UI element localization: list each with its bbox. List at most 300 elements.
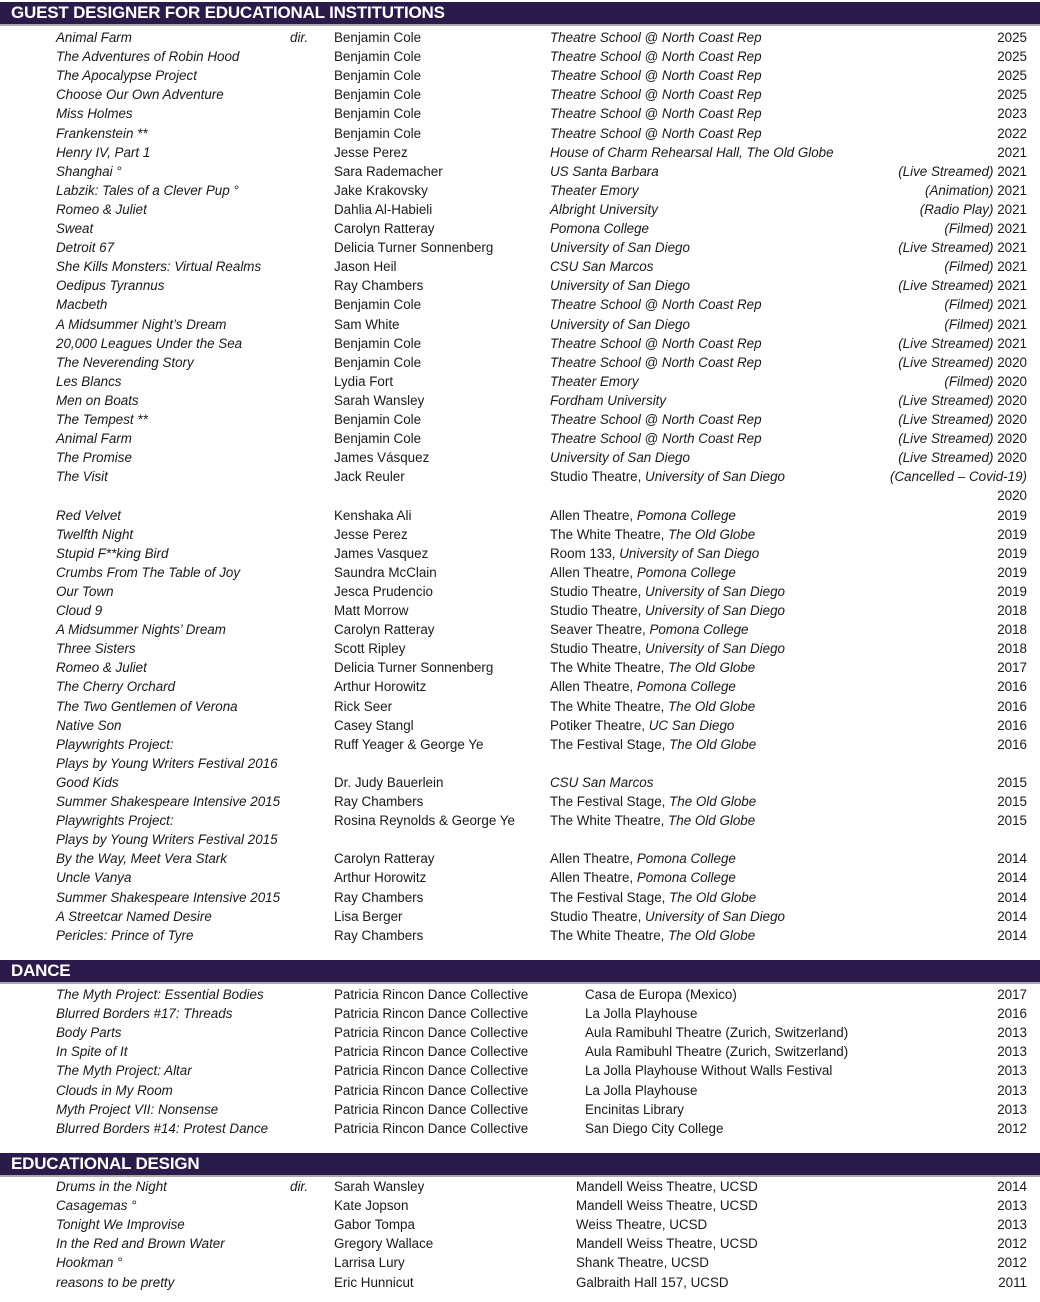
- venue-institution: Theatre School @ North Coast Rep: [550, 297, 762, 313]
- production-year: 2014: [997, 870, 1027, 886]
- venue-institution: Fordham University: [550, 392, 667, 408]
- venue-institution: Pomona College: [636, 507, 736, 523]
- production-year: 2014: [997, 851, 1027, 867]
- year-cell: [997, 28, 1027, 47]
- production-title: Casagemas °: [56, 1198, 137, 1214]
- year-cell: [997, 1234, 1027, 1253]
- director-name: Benjamin Cole: [334, 412, 422, 427]
- venue: [550, 563, 736, 582]
- venue: [550, 238, 690, 257]
- director-name: Jesse Perez: [334, 144, 408, 160]
- year-cell: [898, 391, 1027, 410]
- venue-institution: Theatre School @ North Coast Rep: [550, 68, 762, 84]
- production-title: Plays by Young Writers Festival 2015: [56, 832, 278, 848]
- director-name: Benjamin Cole: [334, 125, 422, 141]
- year-cell: [997, 1253, 1027, 1272]
- venue-name: Studio Theatre,: [550, 908, 646, 924]
- venue-institution: Theatre School @ North Coast Rep: [550, 412, 762, 427]
- venue-name: Allen Theatre,: [550, 564, 637, 580]
- production-year: 2019: [997, 564, 1027, 580]
- credit-row: [0, 677, 1040, 696]
- venue-name: The White Theatre,: [550, 526, 669, 542]
- venue: [550, 391, 666, 410]
- director-name: Lydia Fort: [334, 373, 394, 389]
- director-name: Gregory Wallace: [334, 1236, 434, 1252]
- production-title: A Midsummer Nights’ Dream: [56, 622, 226, 638]
- venue-institution: US Santa Barbara: [550, 163, 659, 179]
- credit-row: [0, 582, 1040, 601]
- venue-institution: Pomona College: [636, 679, 736, 695]
- director-name: Jesse Perez: [334, 526, 408, 542]
- venue-name: Allen Theatre,: [550, 851, 637, 867]
- venue: [550, 124, 762, 143]
- production-year: 2021: [997, 316, 1027, 332]
- venue: [550, 525, 755, 544]
- credit-row: [0, 372, 1040, 391]
- credit-row: [0, 429, 1040, 448]
- production-year: 2021: [997, 297, 1027, 313]
- credit-row: [0, 811, 1040, 830]
- production-year: 2018: [997, 622, 1027, 638]
- production-title: Romeo & Juliet: [56, 660, 147, 676]
- director-name: Benjamin Cole: [334, 49, 422, 65]
- director-name: Benjamin Cole: [334, 30, 422, 45]
- production-title: Animal Farm: [56, 431, 132, 447]
- year-cell: [898, 238, 1027, 257]
- venue: [585, 985, 737, 1004]
- production-year: 2016: [997, 698, 1027, 714]
- production-title: Our Town: [56, 583, 114, 599]
- venue-name: Encinitas Library: [585, 1101, 684, 1117]
- production-title: She Kills Monsters: Virtual Realms: [56, 259, 262, 275]
- venue: [550, 735, 756, 754]
- venue-name: The Festival Stage,: [550, 736, 670, 752]
- production-title: A Midsummer Night’s Dream: [56, 316, 227, 332]
- production-title: Body Parts: [56, 1025, 122, 1041]
- credit-row: [0, 1119, 1040, 1138]
- credit-row: [0, 410, 1040, 429]
- credit-row: [0, 1234, 1040, 1253]
- year-cell: [997, 716, 1027, 735]
- credit-row: [0, 28, 1040, 47]
- director-name: Patricia Rincon Dance Collective: [334, 1101, 529, 1117]
- year-cell: [997, 506, 1027, 525]
- production-title: Choose Our Own Adventure: [56, 87, 224, 103]
- director-name: James Vásquez: [334, 450, 430, 466]
- venue: [585, 1042, 848, 1061]
- venue: [550, 429, 762, 448]
- production-title: Pericles: Prince of Tyre: [56, 927, 194, 943]
- venue: [550, 868, 736, 887]
- venue-institution: Theater Emory: [550, 182, 639, 198]
- venue: [576, 1253, 709, 1272]
- venue: [550, 926, 755, 945]
- production-note: (Live Streamed): [898, 354, 994, 370]
- credit-row: [0, 1081, 1040, 1100]
- venue: [585, 1023, 848, 1042]
- production-year: 2025: [997, 49, 1027, 65]
- venue: [550, 410, 762, 429]
- venue: [550, 716, 734, 735]
- credit-row: [0, 907, 1040, 926]
- venue-institution: CSU San Marcos: [550, 774, 654, 790]
- production-note: (Filmed): [944, 316, 994, 332]
- director-name: Delicia Turner Sonnenberg: [334, 660, 494, 676]
- venue-name: The White Theatre,: [550, 813, 669, 829]
- production-note: (Filmed): [944, 259, 994, 275]
- production-year: 2020: [997, 450, 1027, 466]
- venue-institution: Theatre School @ North Coast Rep: [550, 335, 762, 351]
- production-title: Playwrights Project:: [56, 736, 174, 752]
- production-note: (Filmed): [944, 297, 994, 313]
- year-cell: [898, 410, 1027, 429]
- venue-institution: Pomona College: [636, 851, 736, 867]
- production-year: 2021: [997, 278, 1027, 294]
- venue: [550, 544, 759, 563]
- venue-institution: The Old Globe: [669, 794, 757, 809]
- credit-row: [0, 47, 1040, 66]
- venue-institution: Theater Emory: [550, 373, 639, 389]
- year-cell: [997, 677, 1027, 696]
- venue-institution: CSU San Marcos: [550, 259, 654, 275]
- director-name: Jake Krakovsky: [334, 182, 428, 198]
- venue-institution: Theatre School @ North Coast Rep: [550, 106, 762, 122]
- production-year: 2020: [997, 392, 1027, 408]
- production-title: Detroit 67: [56, 240, 115, 256]
- director-name: Matt Morrow: [334, 603, 409, 618]
- venue-name: Studio Theatre,: [550, 583, 646, 599]
- venue-name: Casa de Europa (Mexico): [585, 987, 737, 1002]
- credit-row: [0, 467, 1040, 486]
- production-note: (Filmed): [944, 221, 994, 236]
- year-cell: [997, 486, 1027, 505]
- director-name: Lisa Berger: [334, 908, 403, 924]
- credit-row: [0, 773, 1040, 792]
- production-title: Three Sisters: [56, 641, 136, 657]
- director-name: Ruff Yeager & George Ye: [334, 736, 484, 752]
- credit-row: [0, 1061, 1040, 1080]
- production-year: 2019: [997, 507, 1027, 523]
- production-title: Blurred Borders #14: Protest Dance: [56, 1120, 269, 1136]
- production-title: Blurred Borders #17: Threads: [56, 1006, 233, 1022]
- director-name: Eric Hunnicut: [334, 1274, 414, 1290]
- venue-institution: Albright University: [550, 201, 658, 217]
- credit-row: [0, 620, 1040, 639]
- production-year: 2021: [997, 335, 1027, 351]
- year-cell: [898, 162, 1027, 181]
- credit-row: [0, 486, 1040, 505]
- credit-row: [0, 1177, 1040, 1196]
- credit-row: [0, 334, 1040, 353]
- venue-name: The White Theatre,: [550, 660, 669, 676]
- year-cell: [898, 353, 1027, 372]
- credit-row: [0, 1042, 1040, 1061]
- venue: [550, 907, 785, 926]
- year-cell: [997, 697, 1027, 716]
- production-year: 2021: [997, 163, 1027, 179]
- director-name: Rick Seer: [334, 698, 393, 714]
- year-cell: [997, 926, 1027, 945]
- venue: [550, 28, 762, 47]
- year-cell: [997, 525, 1027, 544]
- year-cell: [997, 104, 1027, 123]
- production-year: 2012: [997, 1255, 1027, 1271]
- production-year: 2016: [997, 1006, 1027, 1022]
- director-name: Delicia Turner Sonnenberg: [334, 240, 494, 256]
- credit-row: [0, 985, 1040, 1004]
- production-year: 2016: [997, 717, 1027, 733]
- director-name: Patricia Rincon Dance Collective: [334, 987, 529, 1002]
- venue-institution: University of San Diego: [645, 641, 785, 657]
- venue: [585, 1081, 697, 1100]
- production-title: The Visit: [56, 469, 108, 485]
- venue: [550, 448, 690, 467]
- production-title: By the Way, Meet Vera Stark: [56, 851, 227, 867]
- credit-row: [0, 735, 1040, 754]
- production-title: Drums in the Night: [56, 1179, 167, 1194]
- production-year: 2014: [997, 927, 1027, 943]
- year-cell: [997, 1042, 1027, 1061]
- credit-row: [0, 315, 1040, 334]
- production-year: 2013: [997, 1082, 1027, 1098]
- production-title: The Myth Project: Essential Bodies: [56, 987, 264, 1002]
- production-title: Summer Shakespeare Intensive 2015: [56, 889, 281, 905]
- production-title: The Two Gentlemen of Verona: [56, 698, 238, 714]
- production-title: In the Red and Brown Water: [56, 1236, 225, 1252]
- credit-row: [0, 926, 1040, 945]
- production-year: 2013: [997, 1063, 1027, 1079]
- venue: [550, 601, 785, 620]
- director-name: James Vasquez: [334, 545, 429, 561]
- production-title: Henry IV, Part 1: [56, 144, 151, 160]
- venue: [550, 104, 762, 123]
- production-title: The Myth Project: Altar: [56, 1063, 192, 1079]
- director-name: Benjamin Cole: [334, 431, 422, 447]
- director-name: Benjamin Cole: [334, 335, 422, 351]
- production-year: 2016: [997, 736, 1027, 752]
- venue-name: La Jolla Playhouse: [585, 1006, 698, 1022]
- credit-row: [0, 124, 1040, 143]
- production-title: reasons to be pretty: [56, 1274, 175, 1290]
- venue-name: San Diego City College: [585, 1120, 724, 1136]
- venue: [585, 1100, 684, 1119]
- production-title: Myth Project VII: Nonsense: [56, 1101, 219, 1117]
- venue: [550, 582, 785, 601]
- production-note: (Live Streamed): [898, 278, 994, 294]
- venue-institution: University of San Diego: [619, 545, 760, 561]
- venue: [550, 467, 785, 486]
- venue: [585, 1119, 723, 1138]
- production-note: (Filmed): [944, 373, 994, 389]
- year-cell: [997, 1177, 1027, 1196]
- director-name: Benjamin Cole: [334, 297, 422, 313]
- director-name: Benjamin Cole: [334, 106, 422, 122]
- director-name: Casey Stangl: [334, 717, 414, 733]
- production-year: 2023: [997, 106, 1027, 122]
- credit-row: [0, 219, 1040, 238]
- venue: [576, 1273, 729, 1292]
- venue-institution: Pomona College: [636, 564, 736, 580]
- credit-row: [0, 716, 1040, 735]
- section-heading: GUEST DESIGNER FOR EDUCATIONAL INSTITUTIONS: [0, 2, 1040, 26]
- credit-row: [0, 200, 1040, 219]
- year-cell: [898, 276, 1027, 295]
- production-year: 2013: [997, 1044, 1027, 1060]
- production-title: 20,000 Leagues Under the Sea: [56, 335, 243, 351]
- director-name: Dahlia Al-Habieli: [334, 201, 433, 217]
- director-name: Patricia Rincon Dance Collective: [334, 1025, 529, 1041]
- director-name: Patricia Rincon Dance Collective: [334, 1082, 529, 1098]
- production-year: 2015: [997, 813, 1027, 829]
- production-year: 2020: [997, 488, 1027, 504]
- director-name: Gabor Tompa: [334, 1217, 415, 1233]
- year-cell: [925, 181, 1027, 200]
- production-title: Oedipus Tyrannus: [56, 278, 165, 294]
- venue-institution: University of San Diego: [645, 469, 785, 485]
- production-title: Tonight We Improvise: [56, 1217, 185, 1233]
- production-title: Men on Boats: [56, 392, 139, 408]
- venue: [576, 1234, 758, 1253]
- credit-row: [0, 506, 1040, 525]
- credit-row: [0, 658, 1040, 677]
- venue-institution: University of San Diego: [550, 240, 690, 256]
- venue-name: Mandell Weiss Theatre, UCSD: [576, 1198, 758, 1214]
- production-year: 2019: [997, 583, 1027, 599]
- production-year: 2013: [997, 1025, 1027, 1041]
- production-title: Plays by Young Writers Festival 2016: [56, 755, 278, 771]
- venue-name: Aula Ramibuhl Theatre (Zurich, Switzerland): [585, 1025, 849, 1041]
- production-note: (Live Streamed): [898, 450, 994, 466]
- production-title: Macbeth: [56, 297, 108, 313]
- credit-row: [0, 85, 1040, 104]
- credit-row: [0, 66, 1040, 85]
- year-cell: [944, 315, 1027, 334]
- director-name: Dr. Judy Bauerlein: [334, 774, 444, 790]
- production-note: (Live Streamed): [898, 412, 994, 427]
- production-year: 2021: [997, 144, 1027, 160]
- production-title: Romeo & Juliet: [56, 201, 147, 217]
- production-title: The Promise: [56, 450, 132, 466]
- credit-row: [0, 754, 1040, 773]
- director-name: Patricia Rincon Dance Collective: [334, 1044, 529, 1060]
- year-cell: [997, 985, 1027, 1004]
- venue: [576, 1196, 758, 1215]
- venue: [550, 639, 785, 658]
- director-name: Saundra McClain: [334, 564, 437, 580]
- venue-name: Potiker Theatre,: [550, 717, 649, 733]
- year-cell: [997, 601, 1027, 620]
- director-name: Ray Chambers: [334, 927, 424, 943]
- venue: [550, 334, 762, 353]
- venue: [550, 85, 762, 104]
- credit-row: [0, 353, 1040, 372]
- director-name: Larrisa Lury: [334, 1255, 405, 1271]
- venue: [550, 315, 690, 334]
- production-year: 2025: [997, 87, 1027, 103]
- production-title: Shanghai °: [56, 163, 122, 179]
- venue: [550, 888, 756, 907]
- production-title: Les Blancs: [56, 373, 122, 389]
- venue-name: Weiss Theatre, UCSD: [576, 1217, 708, 1233]
- year-cell: [997, 85, 1027, 104]
- production-year: 2015: [997, 794, 1027, 809]
- production-year: 2018: [997, 603, 1027, 618]
- venue-institution: University of San Diego: [550, 278, 690, 294]
- year-cell: [997, 563, 1027, 582]
- venue-institution: University of San Diego: [550, 316, 690, 332]
- production-note: (Animation): [925, 182, 994, 198]
- venue: [550, 143, 834, 162]
- year-cell: [898, 448, 1027, 467]
- production-note: (Cancelled – Covid-19): [890, 469, 1027, 485]
- section-educational-design: [0, 1153, 1040, 1290]
- year-cell: [944, 219, 1027, 238]
- section-heading: EDUCATIONAL DESIGN: [0, 1153, 1040, 1177]
- venue: [550, 276, 690, 295]
- venue: [550, 162, 659, 181]
- venue-institution: Theatre School @ North Coast Rep: [550, 87, 762, 103]
- venue: [550, 506, 736, 525]
- director-name: Benjamin Cole: [334, 87, 422, 103]
- section-heading: DANCE: [0, 960, 1040, 984]
- credit-row: [0, 257, 1040, 276]
- role-label: dir.: [290, 1179, 309, 1194]
- production-year: 2013: [997, 1198, 1027, 1214]
- venue-name: Allen Theatre,: [550, 870, 637, 886]
- production-year: 2021: [997, 259, 1027, 275]
- production-year: 2021: [997, 201, 1027, 217]
- venue-name: La Jolla Playhouse: [585, 1082, 698, 1098]
- production-title: A Streetcar Named Desire: [56, 908, 212, 924]
- year-cell: [997, 1100, 1027, 1119]
- credit-row: [0, 639, 1040, 658]
- venue: [550, 295, 762, 314]
- production-title: In Spite of It: [56, 1044, 128, 1060]
- production-year: 2016: [997, 679, 1027, 695]
- production-year: 2019: [997, 526, 1027, 542]
- venue: [576, 1215, 707, 1234]
- venue-institution: University of San Diego: [645, 583, 785, 599]
- director-name: Arthur Horowitz: [334, 679, 427, 695]
- venue: [550, 66, 762, 85]
- production-title: Uncle Vanya: [56, 870, 132, 886]
- director-name: Sara Rademacher: [334, 163, 443, 179]
- venue: [550, 219, 649, 238]
- credit-row: [0, 697, 1040, 716]
- production-note: (Live Streamed): [898, 163, 994, 179]
- production-year: 2012: [997, 1236, 1027, 1252]
- credit-row: [0, 1273, 1040, 1292]
- director-name: Carolyn Ratteray: [334, 221, 435, 236]
- venue-name: Shank Theatre, UCSD: [576, 1255, 709, 1271]
- credit-row: [0, 868, 1040, 887]
- credit-row: [0, 1215, 1040, 1234]
- director-name: Rosina Reynolds & George Ye: [334, 813, 515, 829]
- venue-name: La Jolla Playhouse Without Walls Festival: [585, 1063, 833, 1079]
- production-note: (Live Streamed): [898, 240, 994, 256]
- venue-institution: The Old Globe: [668, 526, 756, 542]
- venue-institution: UC San Diego: [648, 717, 735, 733]
- director-name: Sarah Wansley: [334, 392, 425, 408]
- production-title: Playwrights Project:: [56, 813, 174, 829]
- production-year: 2021: [997, 182, 1027, 198]
- production-note: (Live Streamed): [898, 431, 994, 447]
- year-cell: [997, 1023, 1027, 1042]
- production-year: 2020: [997, 412, 1027, 427]
- production-year: 2022: [997, 125, 1027, 141]
- year-cell: [997, 639, 1027, 658]
- production-title: Clouds in My Room: [56, 1082, 173, 1098]
